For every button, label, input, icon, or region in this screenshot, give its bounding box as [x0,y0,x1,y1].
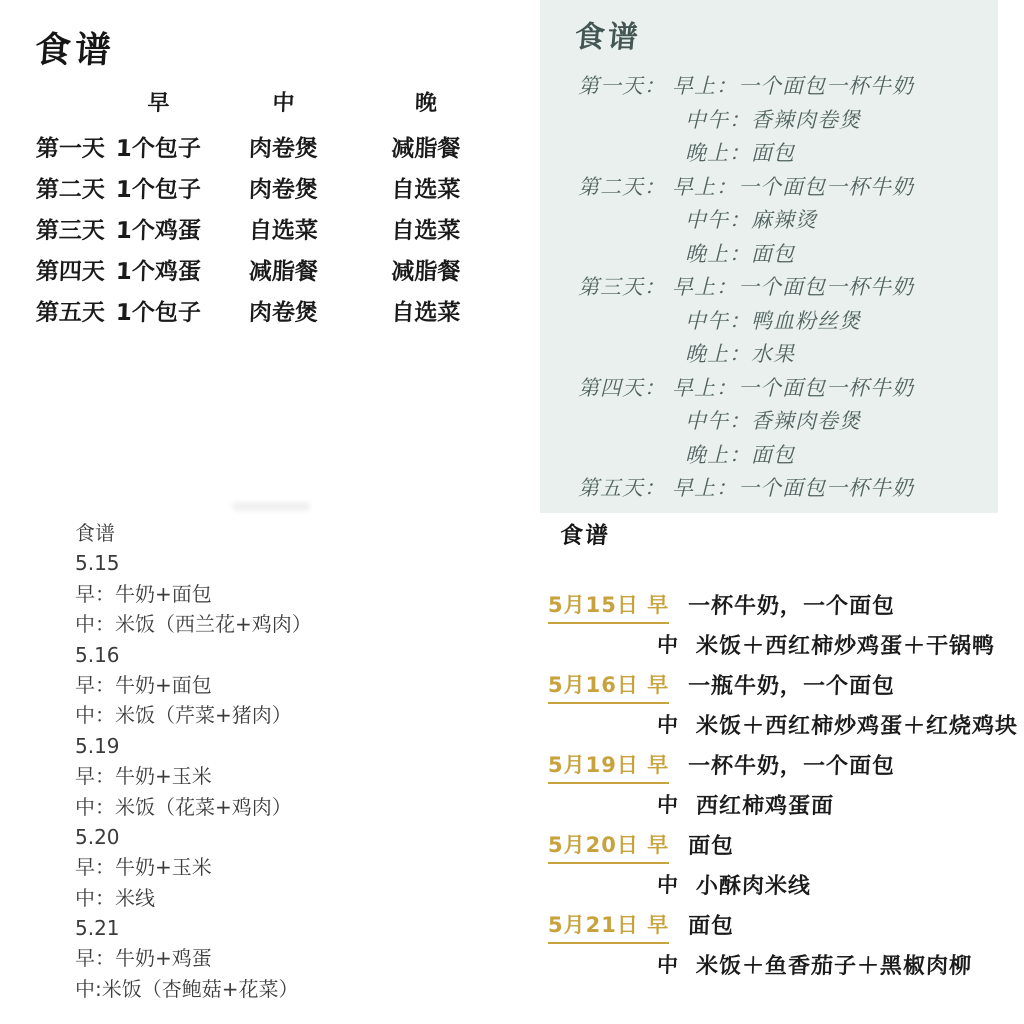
panel-plain-log [0,513,512,1024]
breakfast-text: 一杯牛奶，一个面包 [687,594,896,619]
log-line: 5.19 [75,733,120,758]
lunch-text: 小酥肉米线 [695,874,812,899]
meal-text: 早上：一个面包一杯牛奶 [672,375,914,400]
breakfast-text: 一瓶牛奶，一个面包 [687,674,896,699]
lunch-text: 米饭＋鱼香茄子＋黑椒肉柳 [695,954,973,979]
dated-plan-rows [548,589,1018,989]
plan-row [548,949,1018,989]
meal-text: 晚上：面包 [685,241,795,266]
plan-day-line [578,70,988,104]
plain-log-lines [75,518,495,1004]
plan-row [548,669,1018,709]
cell-evening: 自选菜 [390,177,461,203]
log-line: 5.16 [75,642,120,667]
meal-text: 早上：一个面包一杯牛奶 [672,74,914,98]
cell-noon: 肉卷煲 [248,300,319,326]
noon-label: 中 [656,713,679,737]
log-line: 中：米线 [75,885,155,910]
day-label: 第一天 [35,136,106,162]
weekly-table [36,84,476,331]
day-label: 第四天： [578,375,666,400]
meal-text: 晚上：面包 [685,141,795,165]
log-line: 中:米饭（杏鲍菇+花菜） [75,976,299,1001]
noon-label: 中 [656,873,679,897]
cell-evening: 自选菜 [390,300,461,326]
date-label: 5月15日 早 [548,589,669,624]
meal-text: 中午：麻辣烫 [685,208,817,232]
breakfast-text: 面包 [687,914,735,939]
page-title: 食谱 [573,20,643,55]
meal-text: 中午：香辣肉卷煲 [685,107,861,132]
page-title: 食谱 [558,523,611,549]
page-title: 食谱 [33,30,117,71]
plan-row [548,829,1018,869]
plan-row [548,789,1018,829]
log-line: 中：米饭（花菜+鸡肉） [75,794,292,819]
meal-text: 中午：鸭血粉丝煲 [685,308,861,333]
cell-evening: 减脂餐 [390,136,461,162]
day-label: 第四天 [35,259,106,285]
day-label: 第二天： [578,174,666,199]
breakfast-text: 一杯牛奶，一个面包 [687,754,896,779]
day-label: 第五天： [578,476,666,500]
table-row [36,126,476,167]
log-line: 早：牛奶+面包 [75,672,212,697]
plan-day-line [578,171,988,205]
plan-row [548,589,1018,629]
breakfast-text: 面包 [687,834,735,859]
day-label: 第二天 [35,177,106,203]
meal-text: 早上：一个面包一杯牛奶 [672,476,914,500]
cell-evening: 自选菜 [390,218,461,244]
cell-evening: 减脂餐 [390,259,461,285]
log-line: 中：米饭（西兰花+鸡肉） [75,612,312,637]
day-label: 第一天： [578,74,666,98]
meal-text: 早上：一个面包一杯牛奶 [672,174,914,199]
lunch-text: 米饭＋西红柿炒鸡蛋＋干锅鸭 [695,634,996,659]
column-header-noon: 中 [271,90,295,116]
date-label: 5月20日 早 [548,829,669,864]
table-row [36,290,476,331]
cell-morning: 1个包子 [115,136,202,162]
plan-day-line [578,271,988,305]
cell-morning: 1个包子 [115,177,202,203]
plan-day-line [578,372,988,406]
meal-text: 晚上：面包 [685,442,795,467]
date-label: 5月21日 早 [548,909,669,944]
log-line: 5.20 [75,824,120,849]
plan-row [548,909,1018,949]
cell-noon: 减脂餐 [248,259,319,285]
plan-row [548,629,1018,669]
table-row [36,208,476,249]
cell-noon: 自选菜 [248,218,319,244]
panel-dated-plan [540,513,1024,1024]
day-label: 第三天： [578,275,666,299]
log-line: 早：牛奶+鸡蛋 [75,946,212,971]
column-header-evening: 晚 [414,90,438,116]
day-label: 第三天 [35,218,106,244]
log-line: 早：牛奶+面包 [75,581,212,606]
log-line: 中：米饭（芹菜+猪肉） [75,703,292,728]
table-row [36,167,476,208]
cell-noon: 肉卷煲 [248,177,319,203]
cell-morning: 1个鸡蛋 [115,259,202,285]
panel-green-plan [540,0,998,513]
column-header-morning: 早 [146,90,170,116]
meal-text: 早上：一个面包一杯牛奶 [672,275,914,299]
cell-noon: 肉卷煲 [248,136,319,162]
log-line: 5.15 [75,551,120,576]
table-header-row [36,84,476,118]
cell-morning: 1个包子 [115,300,202,326]
table-row [36,249,476,290]
lunch-text: 西红柿鸡蛋面 [695,794,835,819]
date-label: 5月19日 早 [548,749,669,784]
plan-row [548,749,1018,789]
noon-label: 中 [656,793,679,817]
log-line: 食谱 [75,521,115,545]
plan-day-line [578,472,988,506]
log-line: 早：牛奶+玉米 [75,764,212,789]
lunch-text: 米饭＋西红柿炒鸡蛋＋红烧鸡块 [695,714,1019,739]
scan-smudge [232,502,310,511]
log-line: 5.21 [75,916,120,941]
plan-row [548,869,1018,909]
noon-label: 中 [656,953,679,977]
noon-label: 中 [656,633,679,657]
plan-row [548,709,1018,749]
meal-text: 晚上：水果 [685,342,795,366]
green-plan-lines [578,70,988,506]
day-label: 第五天 [35,300,106,326]
date-label: 5月16日 早 [548,669,669,704]
panel-weekly-table [0,0,512,512]
cell-morning: 1个鸡蛋 [115,218,202,244]
log-line: 早：牛奶+玉米 [75,855,212,880]
meal-text: 中午：香辣肉卷煲 [685,409,861,433]
